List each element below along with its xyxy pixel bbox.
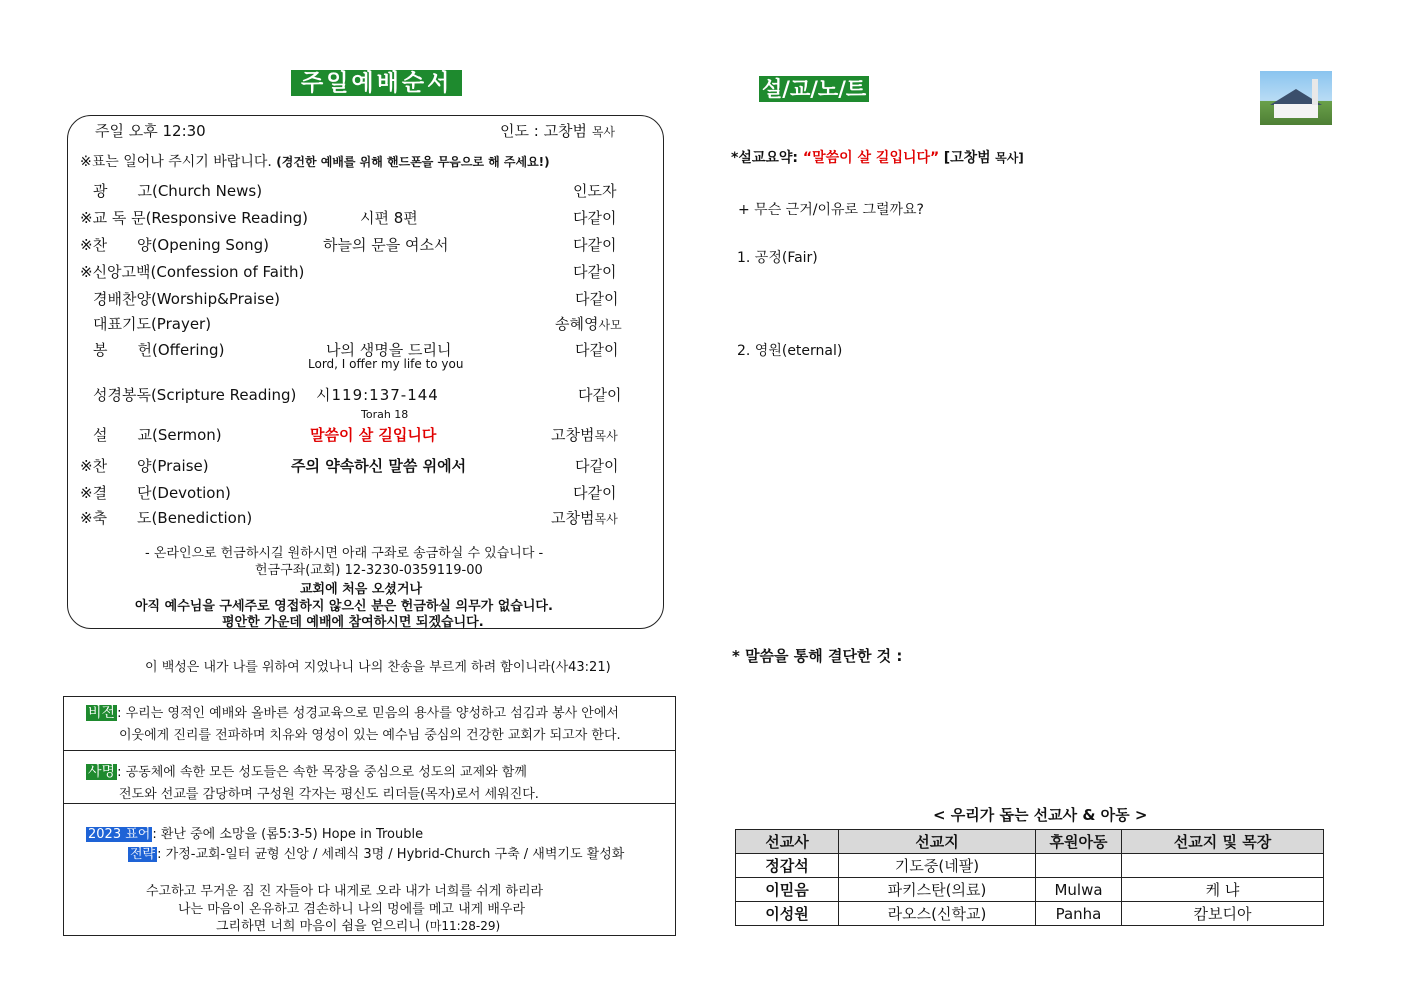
order-person: 다같이 bbox=[575, 457, 619, 475]
order-person: 다같이 bbox=[573, 209, 617, 227]
table-cell: 기도중(네팔) bbox=[839, 854, 1036, 878]
strategy bbox=[128, 843, 624, 862]
offering-account: 헌금구좌(교회) 12-3230-0359119-00 bbox=[255, 563, 483, 578]
order-name: ※찬 양(Praise) bbox=[80, 457, 209, 475]
table-cell: 정갑석 bbox=[736, 854, 839, 878]
closing-verse: 수고하고 무거운 짐 진 자들아 다 내게로 오라 내가 너희를 쉬게 하리라 bbox=[146, 884, 544, 899]
order-subcontent: Lord, I offer my life to you bbox=[308, 357, 464, 371]
order-name: 경배찬양(Worship&Praise) bbox=[93, 290, 281, 308]
order-content: 시119:137-144 bbox=[316, 386, 439, 404]
order-name: ※찬 양(Opening Song) bbox=[80, 236, 270, 254]
order-name: 봉 헌(Offering) bbox=[93, 341, 225, 359]
mission-line2: 전도와 선교를 감당하며 구성원 각자는 평신도 리더들(목자)로서 세워진다. bbox=[119, 787, 539, 802]
order-person: 다같이 bbox=[578, 386, 622, 404]
table-cell: Panha bbox=[1036, 902, 1122, 926]
vision-line1 bbox=[86, 702, 619, 722]
table-row bbox=[736, 854, 1324, 878]
missionaries-table bbox=[735, 829, 1324, 926]
order-subcontent: Torah 18 bbox=[361, 408, 409, 421]
year-motto-label: 2023 표어 bbox=[88, 827, 151, 842]
table-header: 후원아동 bbox=[1036, 830, 1122, 854]
sermon-summary bbox=[731, 147, 1024, 167]
church-tower bbox=[1312, 79, 1318, 105]
order-content: 주의 약속하신 말씀 위에서 bbox=[291, 457, 467, 475]
strategy-label: 전략 bbox=[130, 847, 156, 862]
sermon-title: 말씀이 살 길입니다 bbox=[310, 426, 437, 444]
year-motto bbox=[86, 823, 423, 842]
table-header: 선교지 bbox=[839, 830, 1036, 854]
online-offering-notice: - 온라인으로 헌금하시길 원하시면 아래 구좌로 송금하실 수 있습니다 - bbox=[145, 546, 544, 561]
order-content: 나의 생명을 드리니 bbox=[326, 341, 452, 359]
order-person bbox=[551, 507, 618, 528]
order-name: 성경봉독(Scripture Reading) bbox=[93, 386, 297, 404]
order-person: 다같이 bbox=[573, 236, 617, 254]
table-cell: 캄보디아 bbox=[1122, 902, 1324, 926]
person-title: 사모 bbox=[598, 318, 622, 332]
vision-text1: : 우리는 영적인 예배와 올바른 성경교육으로 믿음의 용사를 양성하고 섬김과 봉사 안에서 bbox=[117, 706, 619, 721]
table-cell: 이성원 bbox=[736, 902, 839, 926]
sermon-point-1: 1. 공정(Fair) bbox=[737, 250, 818, 266]
summary-preacher: [고창범 bbox=[943, 150, 991, 166]
table-row bbox=[736, 902, 1324, 926]
theme-verse: 이 백성은 내가 나를 위하여 지었나니 나의 찬송을 부르게 하려 함이니라(사43:21) bbox=[145, 660, 611, 675]
table-cell: 케 냐 bbox=[1122, 878, 1324, 902]
person-name: 고창범 bbox=[551, 426, 595, 444]
table-cell: 파키스탄(의료) bbox=[839, 878, 1036, 902]
table-row bbox=[736, 878, 1324, 902]
church-photo bbox=[1260, 71, 1332, 125]
closing-verse bbox=[216, 915, 500, 934]
leader-name: 인도 : 고창범 bbox=[500, 122, 588, 140]
strategy-text: : 가정-교회-일터 균형 신앙 / 세례식 3명 / Hybrid-Church 구축 / 새벽기도 활성화 bbox=[157, 847, 625, 862]
person-title: 목사 bbox=[594, 512, 618, 526]
service-leader bbox=[500, 120, 615, 141]
order-person: 인도자 bbox=[573, 182, 617, 200]
leader-title: 목사 bbox=[591, 125, 616, 139]
table-cell: Mulwa bbox=[1036, 878, 1122, 902]
welcome-line: 교회에 처음 오셨거나 bbox=[300, 582, 423, 597]
closing-verse-text: 그리하면 너희 마음이 쉼을 얻으리니 bbox=[216, 919, 421, 934]
order-content: 하늘의 문을 여소서 bbox=[323, 236, 449, 254]
divider bbox=[64, 750, 675, 751]
order-name: ※축 도(Benediction) bbox=[80, 509, 253, 527]
order-name: 설 교(Sermon) bbox=[93, 426, 222, 444]
person-title: 목사 bbox=[594, 429, 618, 443]
summary-label: *설교요약: bbox=[731, 150, 803, 166]
order-name: ※신앙고백(Confession of Faith) bbox=[80, 263, 305, 281]
order-person: 다같이 bbox=[573, 484, 617, 502]
order-name: 대표기도(Prayer) bbox=[93, 315, 212, 333]
order-person bbox=[555, 313, 622, 334]
stand-notice bbox=[80, 151, 550, 171]
sermon-note-title: 설/교/노/트 bbox=[759, 76, 869, 102]
vision-label: 비전 bbox=[88, 705, 116, 721]
mission-label: 사명 bbox=[88, 764, 116, 780]
stand-notice-main: ※표는 일어나 주시기 바랍니다. bbox=[80, 154, 272, 170]
service-time: 주일 오후 12:30 bbox=[95, 122, 206, 140]
welcome-line: 아직 예수님을 구세주로 영접하지 않으신 분은 헌금하실 의무가 없습니다. bbox=[135, 599, 553, 614]
mission-line1 bbox=[86, 761, 527, 781]
church-wall bbox=[1274, 104, 1318, 118]
decision-heading: * 말씀을 통해 결단한 것 : bbox=[732, 647, 903, 665]
person-name: 송혜영 bbox=[555, 315, 599, 333]
order-name: ※결 단(Devotion) bbox=[80, 484, 231, 502]
order-content: 시편 8편 bbox=[360, 209, 418, 227]
closing-verse-ref: (마11:28-29) bbox=[425, 919, 501, 933]
welcome-line: 평안한 가운데 예배에 참여하시면 되겠습니다. bbox=[222, 615, 484, 630]
order-name: 광 고(Church News) bbox=[93, 182, 263, 200]
order-person bbox=[551, 424, 618, 445]
table-cell: 라오스(신학교) bbox=[839, 902, 1036, 926]
table-cell bbox=[1036, 854, 1122, 878]
table-cell: 이믿음 bbox=[736, 878, 839, 902]
missionaries-title: < 우리가 돕는 선교사 & 아동 > bbox=[933, 806, 1148, 824]
table-header-row bbox=[736, 830, 1324, 854]
mission-text1: : 공동체에 속한 모든 성도들은 속한 목장을 중심으로 성도의 교제와 함께 bbox=[117, 765, 527, 780]
order-person: 다같이 bbox=[573, 263, 617, 281]
worship-order-title: 주일예배순서 bbox=[291, 70, 462, 96]
order-person: 다같이 bbox=[575, 290, 619, 308]
sermon-point-2: 2. 영원(eternal) bbox=[737, 343, 843, 359]
person-name: 고창범 bbox=[551, 509, 595, 527]
table-header: 선교지 및 목장 bbox=[1122, 830, 1324, 854]
summary-preacher-title: 목사] bbox=[995, 151, 1024, 165]
summary-title: “말씀이 살 길입니다” bbox=[802, 150, 940, 166]
divider bbox=[64, 803, 675, 804]
order-person: 다같이 bbox=[575, 341, 619, 359]
table-cell bbox=[1122, 854, 1324, 878]
vision-line2: 이웃에게 진리를 전파하며 치유와 영성이 있는 예수님 중심의 건강한 교회가 되고자 한다. bbox=[119, 728, 621, 743]
table-header: 선교사 bbox=[736, 830, 839, 854]
order-name: ※교 독 문(Responsive Reading) bbox=[80, 209, 309, 227]
year-motto-text: : 환난 중에 소망을 (롬5:3-5) Hope in Trouble bbox=[152, 827, 424, 842]
sermon-question: + 무슨 근거/이유로 그럴까요? bbox=[738, 202, 924, 218]
phone-notice: (경건한 예배를 위해 핸드폰을 무음으로 해 주세요!) bbox=[276, 155, 550, 169]
closing-verse: 나는 마음이 온유하고 겸손하니 나의 멍에를 메고 내게 배우라 bbox=[178, 902, 526, 917]
